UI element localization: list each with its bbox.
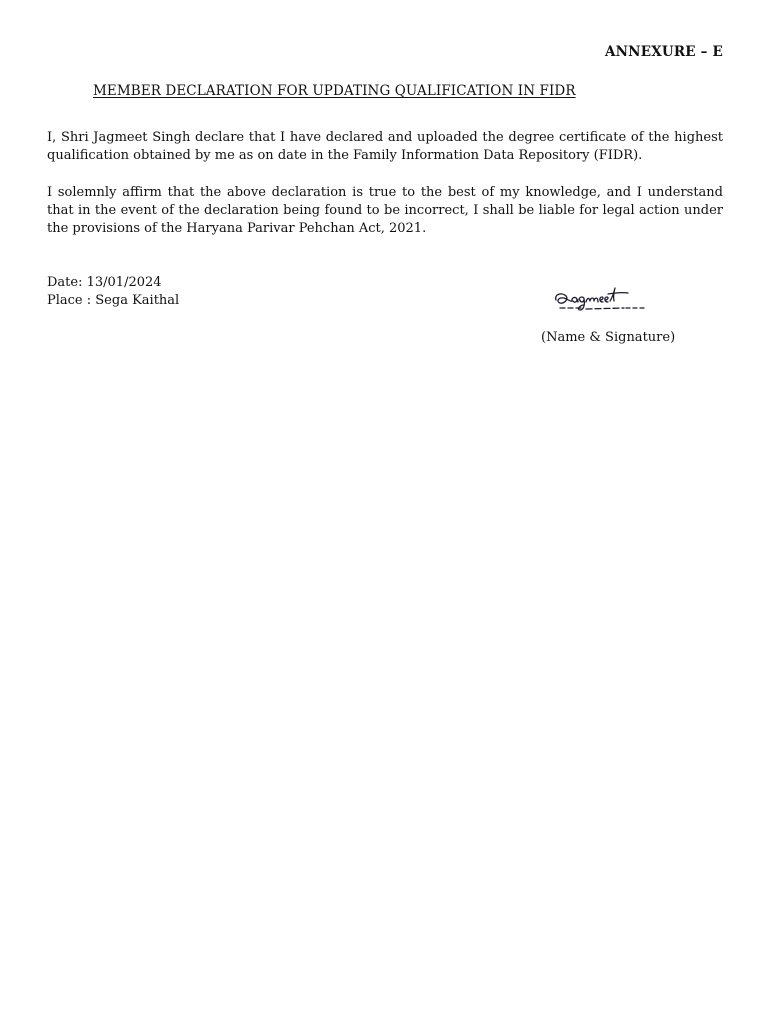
declaration-paragraph: I, Shri Jagmeet Singh declare that I have declared and uploaded the degree certificate of the highest qualification obtained by me as on date in the Family Information Data Repository (FIDR). xyxy=(47,130,723,163)
handwritten-signature-icon xyxy=(552,282,652,316)
date-line: Date: 13/01/2024 xyxy=(47,275,162,290)
signature-caption: (Name & Signature) xyxy=(541,330,676,345)
document-title: MEMBER DECLARATION FOR UPDATING QUALIFICATION IN FIDR xyxy=(93,83,576,99)
annexure-label: ANNEXURE – E xyxy=(604,44,723,60)
affirmation-paragraph: I solemnly affirm that the above declaration is true to the best of my knowledge, and I understand that in the event of the declaration being found to be incorrect, I shall be liable for legal action under the provisions of the Haryana Parivar Pehchan Act, 2021. xyxy=(47,185,723,236)
place-line: Place : Sega Kaithal xyxy=(47,293,180,308)
